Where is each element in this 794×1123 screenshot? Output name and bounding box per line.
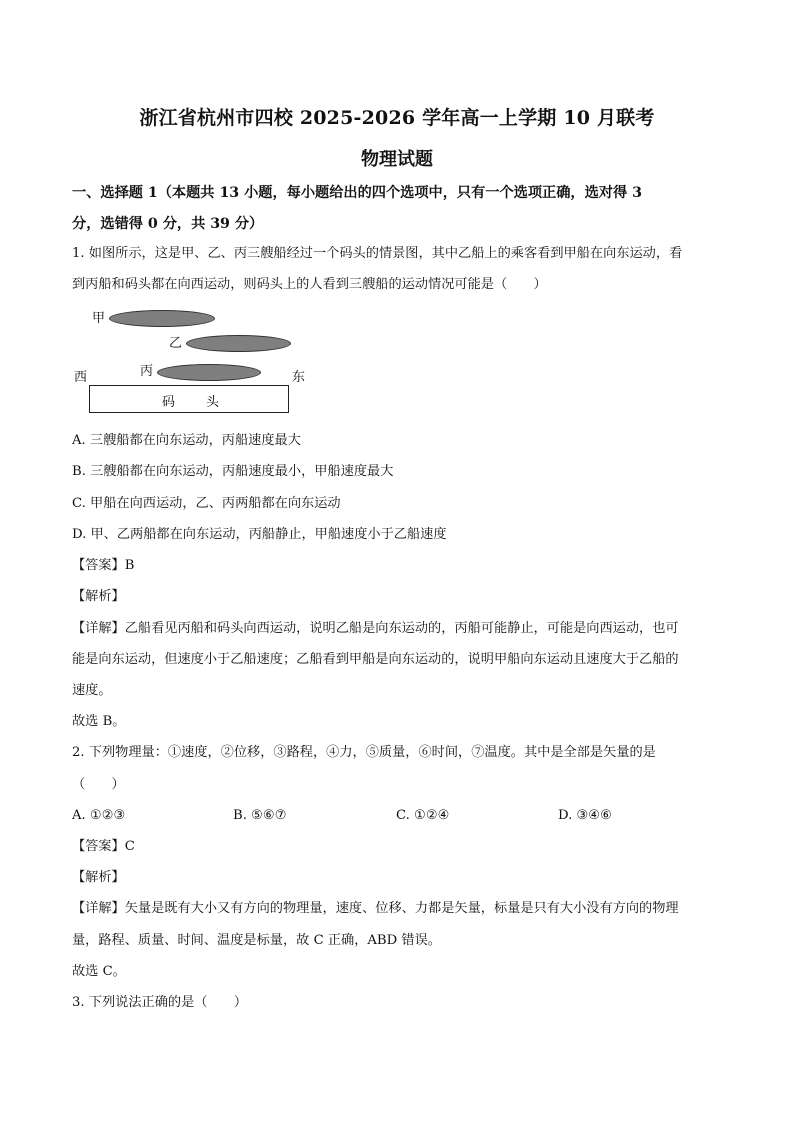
page-subtitle: 物理试题 (361, 149, 433, 170)
q2-stem-line2: （ ） (72, 777, 125, 792)
q2-option-b: B. ⑤⑥⑦ (233, 808, 287, 823)
q3-stem-line1: 3. 下列说法正确的是（ ） (72, 995, 248, 1010)
q1-detail-line3: 速度。 (72, 683, 112, 698)
boat-c-label: 丙 (140, 364, 154, 379)
q1-stem-line2: 到丙船和码头都在向西运动，则码头上的人看到三艘船的运动情况可能是（ ） (72, 277, 547, 292)
section-heading-line1: 一、选择题 1（本题共 13 小题，每小题给出的四个选项中，只有一个选项正确，选对得 3 (72, 185, 642, 201)
dock-label-2: 头 (206, 395, 220, 410)
q1-option-c: C. 甲船在向西运动，乙、丙两船都在向东运动 (72, 496, 341, 511)
q1-stem-line1: 1. 如图所示，这是甲、乙、丙三艘船经过一个码头的情景图，其中乙船上的乘客看到甲船在向东运动，看 (72, 246, 683, 261)
q2-stem-line1: 2. 下列物理量：①速度，②位移，③路程，④力，⑤质量，⑥时间，⑦温度。其中是全部是矢量的是 (72, 745, 656, 760)
q2-answer: 【答案】C (72, 839, 135, 854)
boat-a (109, 310, 215, 327)
q1-analysis-label: 【解析】 (72, 589, 125, 604)
boat-b (186, 335, 291, 352)
boat-a-label: 甲 (92, 311, 106, 326)
q1-figure (72, 302, 332, 417)
q2-conclusion: 故选 C。 (72, 964, 126, 979)
q2-detail-line2: 量，路程、质量、时间、温度是标量，故 C 正确，ABD 错误。 (72, 933, 441, 948)
q1-answer: 【答案】B (72, 558, 135, 573)
q2-option-c: C. ①②④ (396, 808, 450, 823)
dock-label-1: 码 (162, 395, 176, 410)
q2-analysis-label: 【解析】 (72, 870, 125, 885)
section-heading-line2: 分，选错得 0 分，共 39 分） (72, 216, 264, 232)
dock (89, 385, 289, 413)
q1-conclusion: 故选 B。 (72, 714, 126, 729)
q2-option-a: A. ①②③ (72, 808, 126, 823)
page-title: 浙江省杭州市四校 2025-2026 学年高一上学期 10 月联考 (139, 107, 655, 129)
west-label: 西 (74, 370, 88, 385)
q1-option-b: B. 三艘船都在向东运动，丙船速度最小，甲船速度最大 (72, 464, 394, 479)
east-label: 东 (292, 370, 306, 385)
q2-option-d: D. ③④⑥ (558, 808, 612, 823)
boat-c (157, 364, 261, 381)
q1-option-a: A. 三艘船都在向东运动，丙船速度最大 (72, 433, 301, 448)
q1-option-d: D. 甲、乙两船都在向东运动，丙船静止，甲船速度小于乙船速度 (72, 527, 447, 542)
q1-detail-line1: 【详解】乙船看见丙船和码头向西运动，说明乙船是向东运动的，丙船可能静止，可能是向西运动，也可 (72, 621, 679, 636)
boat-b-label: 乙 (169, 336, 183, 351)
q2-detail-line1: 【详解】矢量是既有大小又有方向的物理量，速度、位移、力都是矢量，标量是只有大小没有方向的物理 (72, 901, 679, 916)
q1-detail-line2: 能是向东运动，但速度小于乙船速度；乙船看到甲船是向东运动的，说明甲船向东运动且速度大于乙船的 (72, 652, 679, 667)
